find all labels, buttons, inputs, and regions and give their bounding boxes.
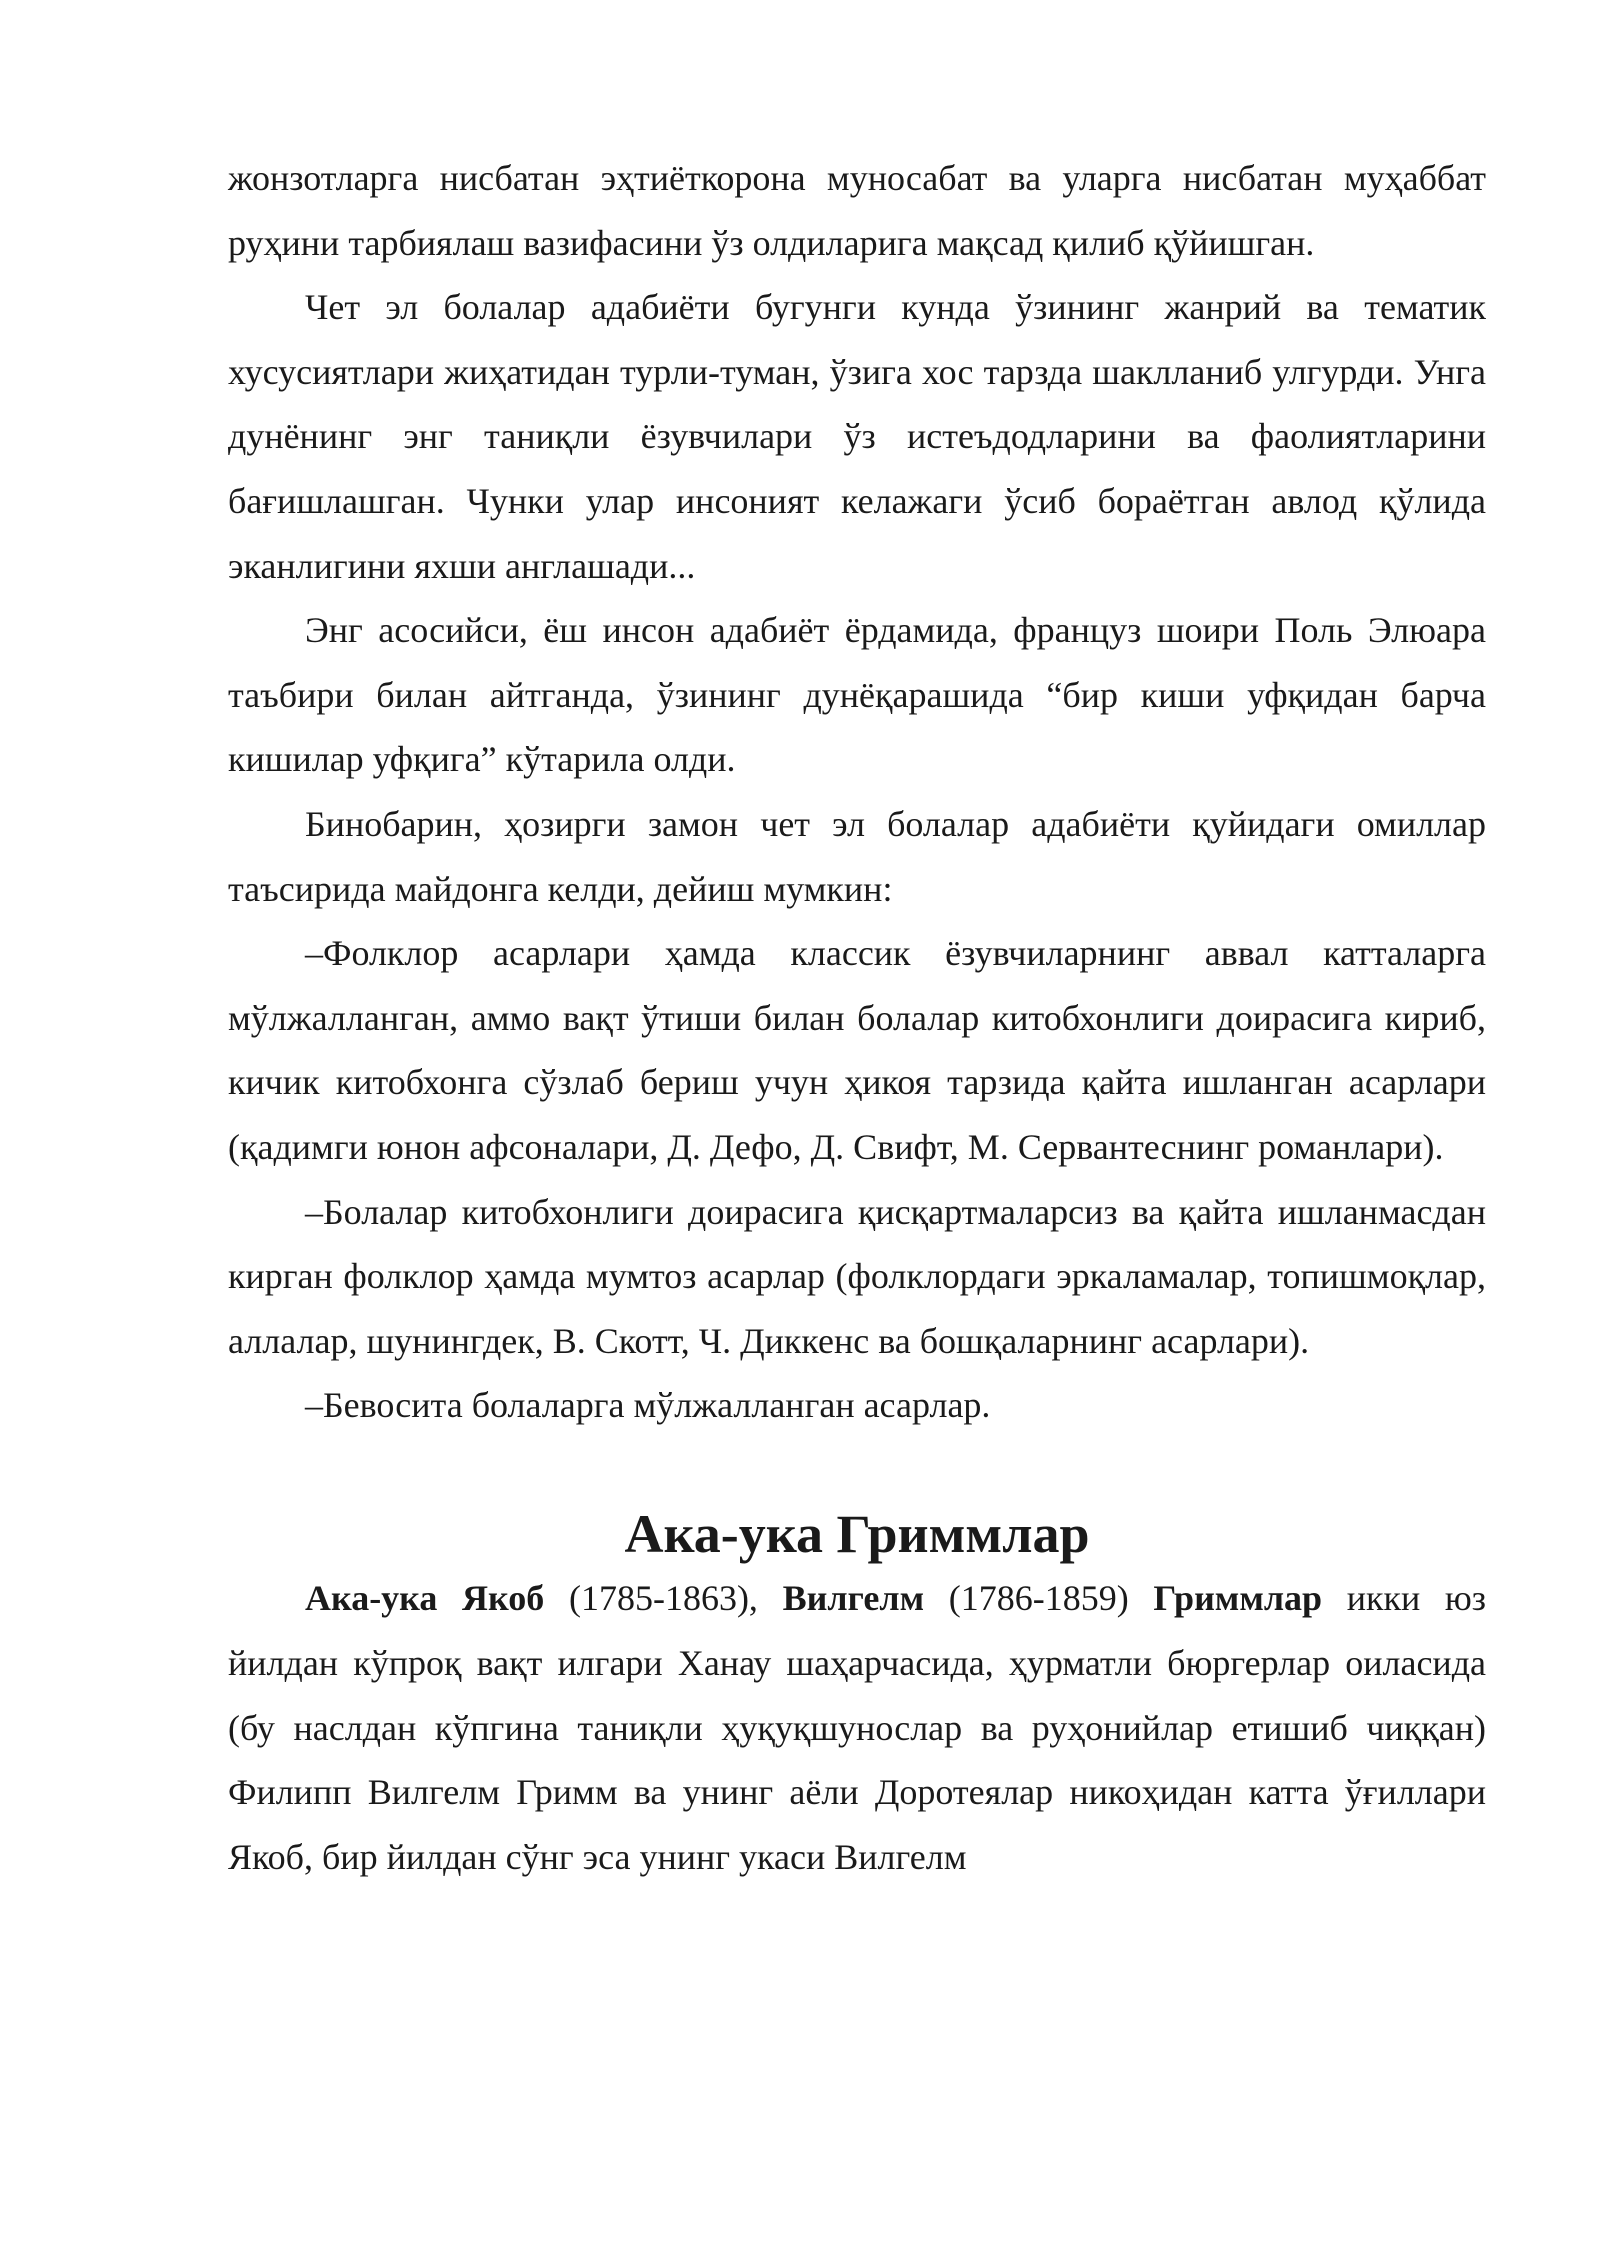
bio-bold-grimms: Гриммлар <box>1153 1578 1323 1619</box>
list-item-folklore-adapted: –Фолклор асарлари ҳамда классик ёзувчиларнинг аввал катталарга мўлжалланган, аммо вақт ўтиши билан болалар китобхонлиги доирасига кириб, кичик китобхонга сўзлаб бериш учун ҳикоя тарзида қайта ишланган асарлари (қадимги юнон афсоналари, Д. Дефо, Д. Свифт, М. Сервантеснинг романлари). <box>228 933 1486 1167</box>
document-page <box>228 146 1486 1889</box>
section-spacer <box>228 1438 1486 1502</box>
bio-text-body: икки юз йилдан кўпроқ вақт илгари Ханау шаҳарчасида, ҳурматли бюргерлар оиласида (бу наслдан кўпгина таниқли ҳуқуқшунослар ва руҳонийлар етишиб чиққан) Филипп Вилгелм Гримм ва унинг аёли Доротеялар никоҳидан катта ўғиллари Якоб, бир йилдан сўнг эса унинг укаси Вилгелм <box>228 1578 1487 1877</box>
bio-bold-jacob: Ака-ука Якоб <box>305 1578 545 1619</box>
bio-text-jacob-years: (1785-1863), <box>544 1578 783 1619</box>
paragraph-eluard-quote: Энг асосийси, ёш инсон адабиёт ёрдамида, француз шоири Поль Элюара таъбири билан айтганда, ўзининг дунёқарашида “бир киши уфқидан барча кишилар уфқига” кўтарила олди. <box>228 610 1486 780</box>
paragraph-grimm-bio <box>228 1566 1486 1889</box>
bio-text-wilhelm-years: (1786-1859) <box>924 1578 1154 1619</box>
paragraph-factors-intro: Бинобарин, ҳозирги замон чет эл болалар адабиёти қуйидаги омиллар таъсирида майдонга келди, дейиш мумкин: <box>228 803 1486 909</box>
list-item-children-works: –Бевосита болаларга мўлжалланган асарлар. <box>305 1385 991 1426</box>
paragraph-foreign-literature: Чет эл болалар адабиёти бугунги кунда ўзининг жанрий ва тематик хусусиятлари жиҳатидан турли-туман, ўзига хос тарзда шаклланиб улгурди. Унга дунёнинг энг таниқли ёзувчилари ўз истеъдодларини ва фаолиятларини бағишлашган. Чунки улар инсоният келажаги ўсиб бораётган авлод қўлида эканлигини яхши англашади... <box>228 287 1486 586</box>
paragraph-intro-continuation: жонзотларга нисбатан эҳтиёткорона муносабат ва уларга нисбатан муҳаббат руҳини тарбиялаш вазифасини ўз олдиларига мақсад қилиб қўйишган. <box>228 158 1486 263</box>
bio-bold-wilhelm: Вилгелм <box>782 1578 925 1619</box>
list-item-folklore-unabridged: –Болалар китобхонлиги доирасига қисқартмаларсиз ва қайта ишланмасдан кирган фолклор ҳамда мумтоз асарлар (фолклордаги эркаламалар, топишмоқлар, аллалар, шунингдек, В. Скотт, Ч. Диккенс ва бошқаларнинг асарлари). <box>228 1191 1486 1361</box>
section-heading: Ака-ука Гриммлар <box>624 1503 1090 1564</box>
